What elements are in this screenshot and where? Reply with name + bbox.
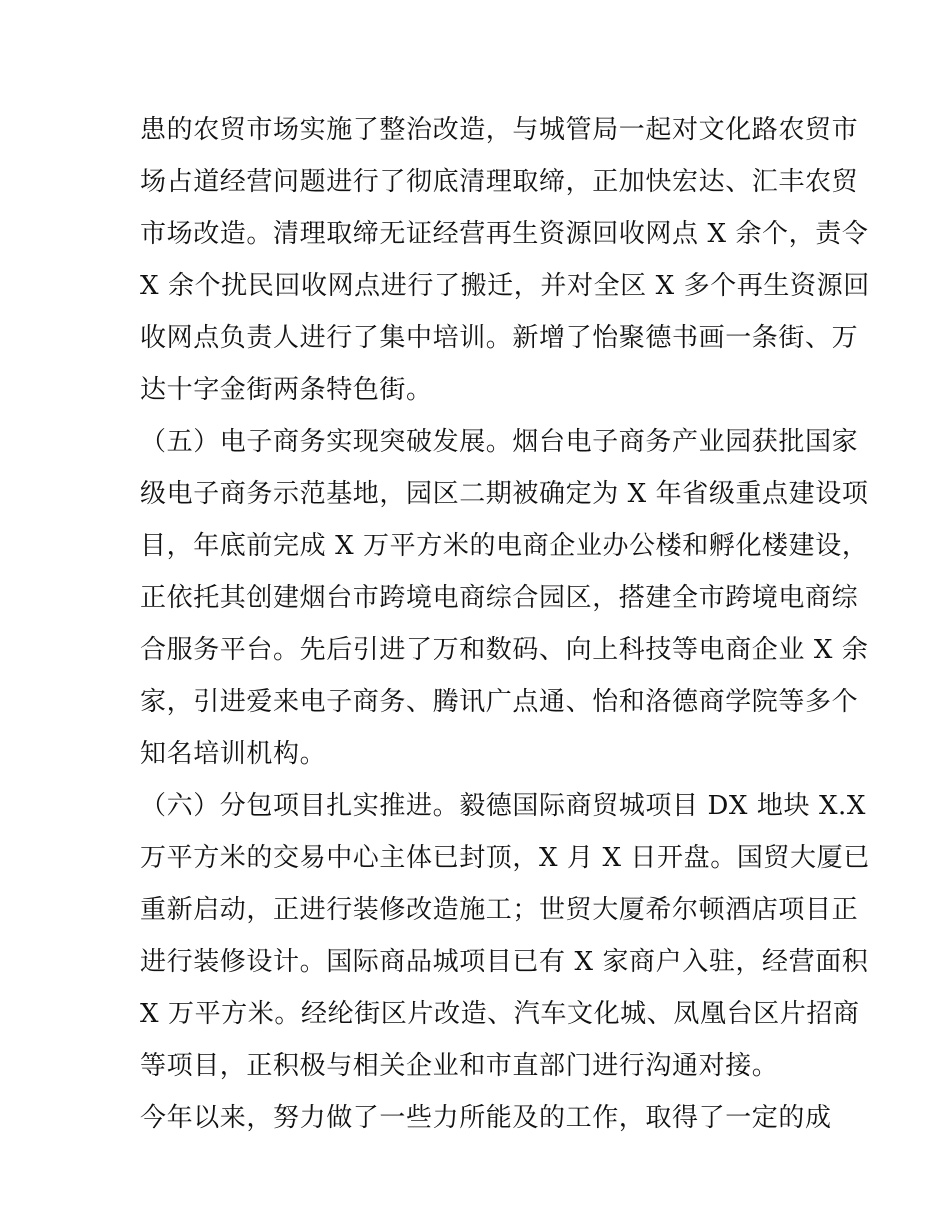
- text-line: X 万平方米。经纶街区片改造、汽车文化城、凤凰台区片招商: [140, 999, 860, 1029]
- text-line: 正依托其创建烟台市跨境电商综合园区，搭建全市跨境电商综: [140, 583, 859, 613]
- text-line: 达十字金街两条特色街。: [140, 375, 433, 405]
- section-heading-line: （五）电子商务实现突破发展。烟台电子商务产业园获批国家: [140, 427, 859, 457]
- text-line: 级电子商务示范基地，园区二期被确定为 X 年省级重点建设项: [140, 479, 869, 509]
- text-line: 目，年底前完成 X 万平方米的电商企业办公楼和孵化楼建设，: [140, 531, 869, 561]
- section-heading-line: （六）分包项目扎实推进。毅德国际商贸城项目 DX 地块 X.X: [140, 791, 867, 821]
- text-line: 收网点负责人进行了集中培训。新增了怡聚德书画一条街、万: [140, 323, 859, 353]
- text-line: 今年以来，努力做了一些力所能及的工作，取得了一定的成: [140, 1103, 832, 1133]
- text-line: 合服务平台。先后引进了万和数码、向上科技等电商企业 X 余: [140, 635, 869, 665]
- text-line: X 余个扰民回收网点进行了搬迁，并对全区 X 多个再生资源回: [140, 271, 870, 301]
- text-line: 重新启动，正进行装修改造施工；世贸大厦希尔顿酒店项目正: [140, 895, 859, 925]
- text-line: 知名培训机构。: [140, 739, 327, 769]
- text-line: 家，引进爱来电子商务、腾讯广点通、怡和洛德商学院等多个: [140, 687, 859, 717]
- text-line: 万平方米的交易中心主体已封顶，X 月 X 日开盘。国贸大厦已: [140, 843, 870, 873]
- text-line: 患的农贸市场实施了整治改造，与城管局一起对文化路农贸市: [140, 115, 859, 145]
- text-line: 等项目，正积极与相关企业和市直部门进行沟通对接。: [140, 1051, 779, 1081]
- text-line: 场占道经营问题进行了彻底清理取缔，正加快宏达、汇丰农贸: [140, 167, 859, 197]
- body-text: [140, 104, 870, 1144]
- text-line: 进行装修设计。国际商品城项目已有 X 家商户入驻，经营面积: [140, 947, 869, 977]
- text-line: 市场改造。清理取缔无证经营再生资源回收网点 X 余个，责令: [140, 219, 869, 249]
